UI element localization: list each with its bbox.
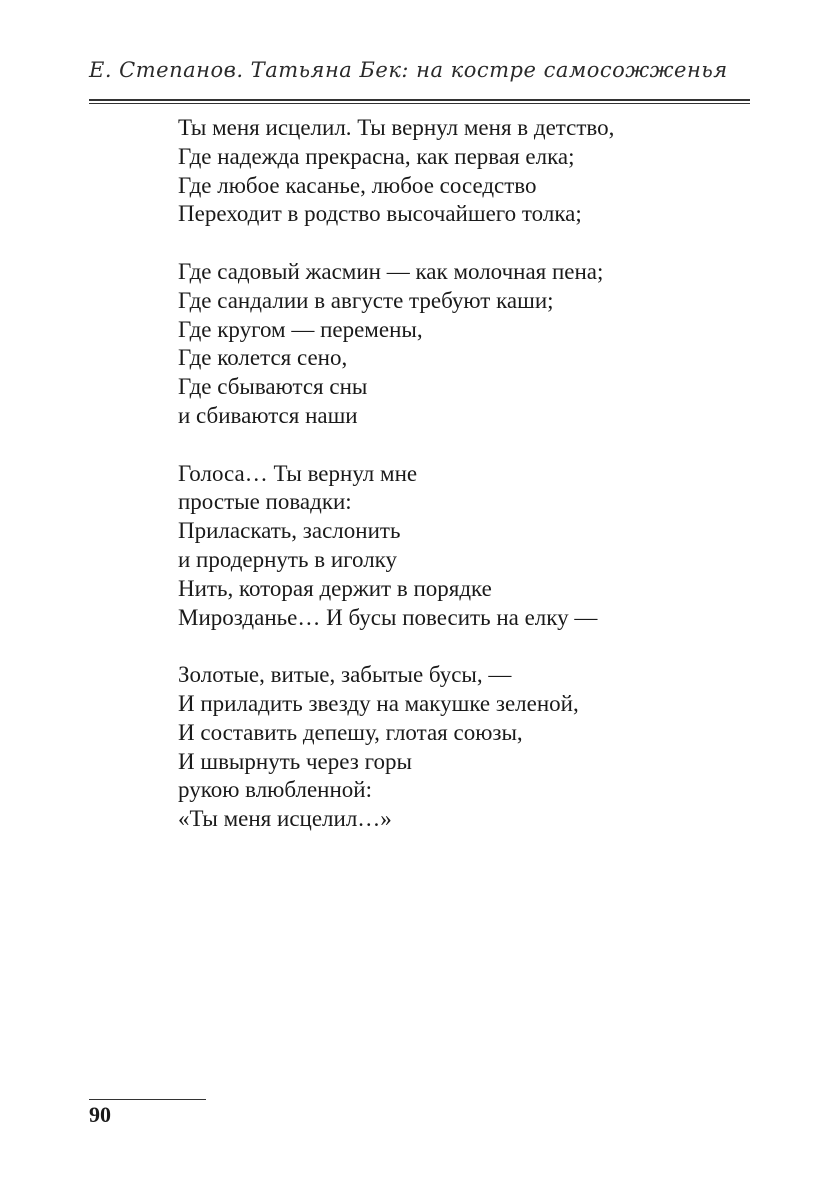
poem-line: «Ты меня исцелил…» <box>178 806 392 832</box>
poem-line: Где колется сено, <box>178 345 348 371</box>
poem-line: и сбиваются наши <box>178 402 358 428</box>
stanza-2 <box>178 258 738 431</box>
poem-line: Переходит в родство высочайшего толка; <box>178 201 582 227</box>
poem-line: И составить депешу, глотая союзы, <box>178 719 523 745</box>
poem-line: Нить, которая держит в порядке <box>178 575 492 601</box>
stanza-3 <box>178 460 738 633</box>
poem-line: И приладить звезду на макушке зеленой, <box>178 690 579 716</box>
poem-body <box>178 114 738 863</box>
page-number: 90 <box>89 1102 111 1127</box>
running-header: Е. Степанов. Татьяна Бек: на костре самосожженья <box>89 58 728 82</box>
poem-line: Ты меня исцелил. Ты вернул меня в детство, <box>178 115 615 140</box>
poem-line: Где любое касанье, любое соседство <box>178 172 537 198</box>
footer-rule <box>89 1099 206 1100</box>
poem-line: Где сбываются сны <box>178 374 368 400</box>
poem-line: Где надежда прекрасна, как первая елка; <box>178 143 575 169</box>
poem-line: простые повадки: <box>178 489 352 515</box>
poem-line: Приласкать, заслонить <box>178 518 401 544</box>
poem-line: Золотые, витые, забытые бусы, — <box>178 662 512 688</box>
header-rule-top <box>89 99 750 101</box>
poem-line: Где садовый жасмин — как молочная пена; <box>178 258 604 284</box>
stanza-1 <box>178 114 738 229</box>
poem-line: рукою влюбленной: <box>178 777 372 803</box>
stanza-4 <box>178 661 738 834</box>
poem-line: И швырнуть через горы <box>178 748 412 774</box>
poem-line: Голоса… Ты вернул мне <box>178 460 418 486</box>
poem-line: Мирозданье… И бусы повесить на елку — <box>178 604 598 630</box>
poem-line: и продернуть в иголку <box>178 546 398 572</box>
header-rule-bottom <box>89 103 750 104</box>
poem-line: Где кругом — перемены, <box>178 316 423 342</box>
poem-line: Где сандалии в августе требуют каши; <box>178 287 554 313</box>
